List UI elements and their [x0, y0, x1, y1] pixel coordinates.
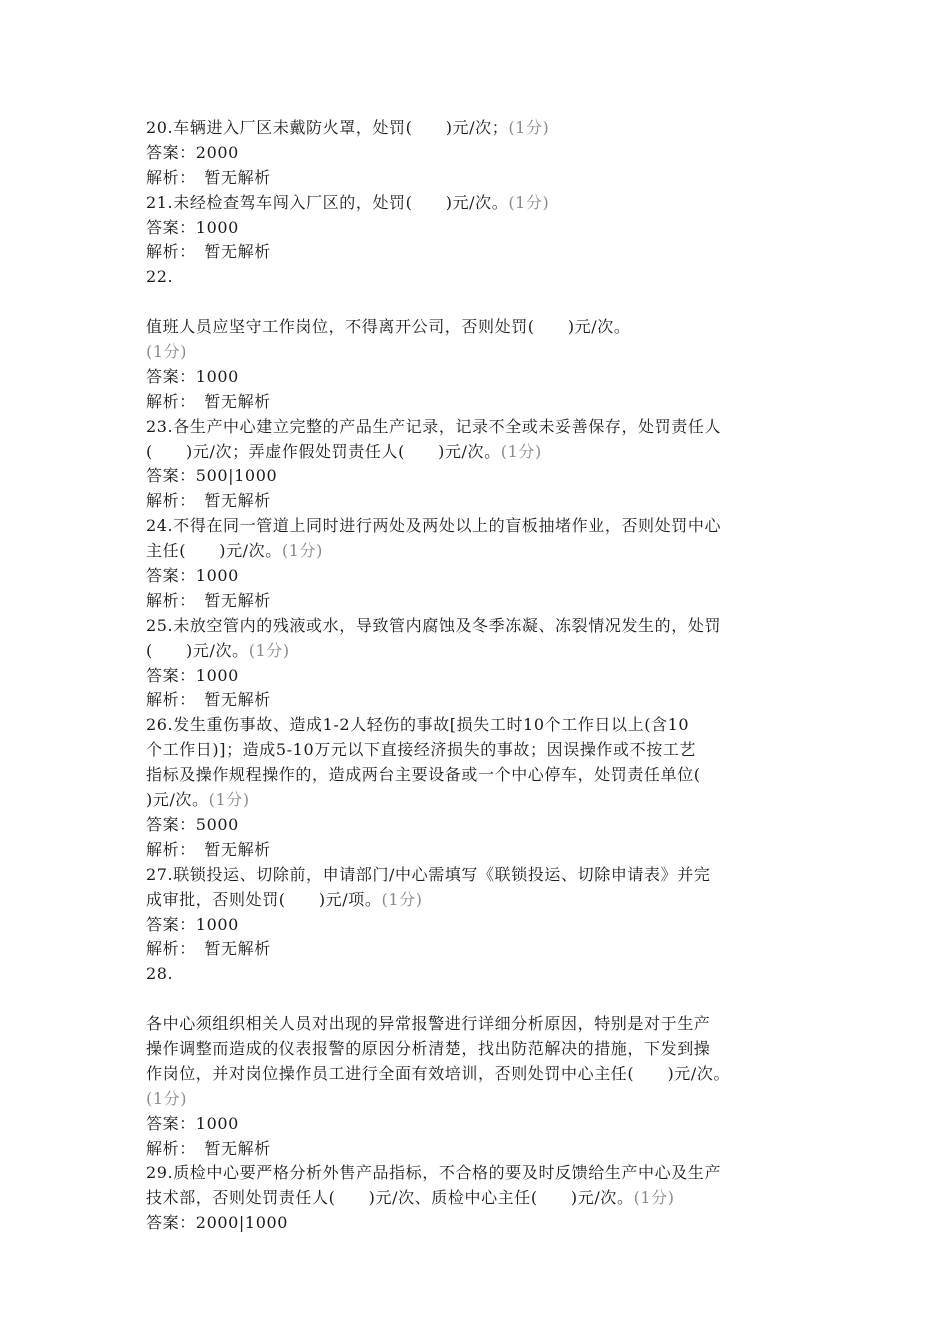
score-line [146, 1087, 826, 1112]
question-text: 23.各生产中心建立完整的产品生产记录，记录不全或未妥善保存，处罚责任人 [146, 416, 722, 436]
question-text-line [146, 1186, 826, 1211]
score-line [146, 340, 826, 365]
analysis: 解析： 暂无解析 [146, 391, 271, 411]
question-text-line [146, 514, 826, 539]
question-text-line [146, 738, 826, 763]
question-text-line [146, 763, 826, 788]
question-text: 24.不得在同一管道上同时进行两处及两处以上的盲板抽堵作业，否则处罚中心 [146, 516, 722, 536]
question-text-line [146, 440, 826, 465]
question-number: 22. [146, 267, 174, 287]
answer: 答案：1000 [146, 217, 239, 237]
answer: 答案：2000|1000 [146, 1213, 289, 1233]
score-label: (1分) [281, 541, 323, 561]
score-label: (1分) [208, 790, 250, 810]
answer: 答案：5000 [146, 814, 239, 834]
question-text-line [146, 191, 826, 216]
score-label: (1分) [508, 118, 550, 137]
question-block [146, 116, 826, 191]
question-text: 主任( )元/次。 [146, 541, 282, 561]
answer: 答案：1000 [146, 665, 239, 685]
question-text-line [146, 713, 826, 738]
question-block [146, 614, 826, 714]
question-block [146, 514, 826, 614]
analysis: 解析： 暂无解析 [146, 242, 271, 262]
question-block [146, 863, 826, 963]
question-text-line [146, 788, 826, 813]
answer: 答案：1000 [146, 566, 239, 586]
question-block [146, 265, 826, 414]
question-text: )元/次。 [146, 790, 209, 810]
question-text: 29.质检中心要严格分析外售产品指标，不合格的要及时反馈给生产中心及生产 [146, 1163, 722, 1183]
question-text: ( )元/次。 [146, 640, 249, 660]
score-label: (1分) [500, 441, 542, 461]
answer: 答案：2000 [146, 142, 239, 162]
score-label: (1分) [633, 1188, 675, 1208]
answer: 答案：1000 [146, 1113, 239, 1133]
question-block [146, 415, 826, 515]
question-text: 操作调整而造成的仪表报警的原因分析清楚，找出防范解决的措施，下发到操 [146, 1038, 711, 1058]
question-text: 技术部，否则处罚责任人( )元/次、质检中心主任( )元/次。 [146, 1188, 634, 1208]
question-text: 27.联锁投运、切除前，申请部门/中心需填写《联锁投运、切除申请表》并完 [146, 864, 711, 884]
answer: 答案：500|1000 [146, 466, 278, 486]
question-text-line [146, 614, 826, 639]
question-text-line [146, 1012, 826, 1037]
question-list [146, 116, 826, 1236]
question-text: 指标及操作规程操作的，造成两台主要设备或一个中心停车，处罚责任单位( [146, 765, 701, 785]
question-text: 各中心须组织相关人员对出现的异常报警进行详细分析原因，特别是对于生产 [146, 1014, 711, 1034]
question-block [146, 1161, 826, 1236]
question-text: 作岗位，并对岗位操作员工进行全面有效培训，否则处罚中心主任( )元/次。 [146, 1063, 731, 1083]
score-label: (1分) [146, 342, 188, 362]
question-text: 个工作日)]；造成5-10万元以下直接经济损失的事故；因误操作或不按工艺 [146, 740, 697, 760]
question-text-line [146, 1161, 826, 1186]
analysis: 解析： 暂无解析 [146, 939, 271, 959]
spacer [146, 290, 826, 315]
question-text-line [146, 1062, 826, 1087]
score-label: (1分) [508, 192, 550, 212]
question-text: 值班人员应坚守工作岗位，不得离开公司，否则处罚( )元/次。 [146, 317, 631, 337]
spacer [146, 987, 826, 1012]
answer: 答案：1000 [146, 914, 239, 934]
analysis: 解析： 暂无解析 [146, 491, 271, 511]
analysis: 解析： 暂无解析 [146, 590, 271, 610]
question-text-line [146, 415, 826, 440]
question-text-line [146, 116, 826, 141]
analysis: 解析： 暂无解析 [146, 1138, 271, 1158]
question-text: ( )元/次；弄虚作假处罚责任人( )元/次。 [146, 441, 501, 461]
question-text-line [146, 539, 826, 564]
score-label: (1分) [146, 1088, 188, 1108]
question-number: 28. [146, 964, 174, 984]
question-block [146, 713, 826, 862]
question-text-line [146, 863, 826, 888]
analysis: 解析： 暂无解析 [146, 690, 271, 710]
question-text-line [146, 1037, 826, 1062]
question-text-line [146, 315, 826, 340]
question-text: 25.未放空管内的残液或水，导致管内腐蚀及冬季冻凝、冻裂情况发生的，处罚 [146, 615, 722, 635]
question-block [146, 962, 826, 1161]
question-text: 21.未经检查驾车闯入厂区的，处罚( )元/次。 [146, 192, 509, 212]
question-text: 成审批，否则处罚( )元/项。 [146, 889, 382, 909]
analysis: 解析： 暂无解析 [146, 839, 271, 859]
question-text-line [146, 639, 826, 664]
question-text: 20.车辆进入厂区未戴防火罩，处罚( )元/次； [146, 118, 509, 137]
score-label: (1分) [381, 889, 423, 909]
question-block [146, 191, 826, 266]
answer: 答案：1000 [146, 366, 239, 386]
analysis: 解析： 暂无解析 [146, 167, 271, 187]
score-label: (1分) [248, 640, 290, 660]
question-text: 26.发生重伤事故、造成1-2人轻伤的事故[损失工时10个工作日以上(含10 [146, 715, 690, 735]
question-text-line [146, 888, 826, 913]
